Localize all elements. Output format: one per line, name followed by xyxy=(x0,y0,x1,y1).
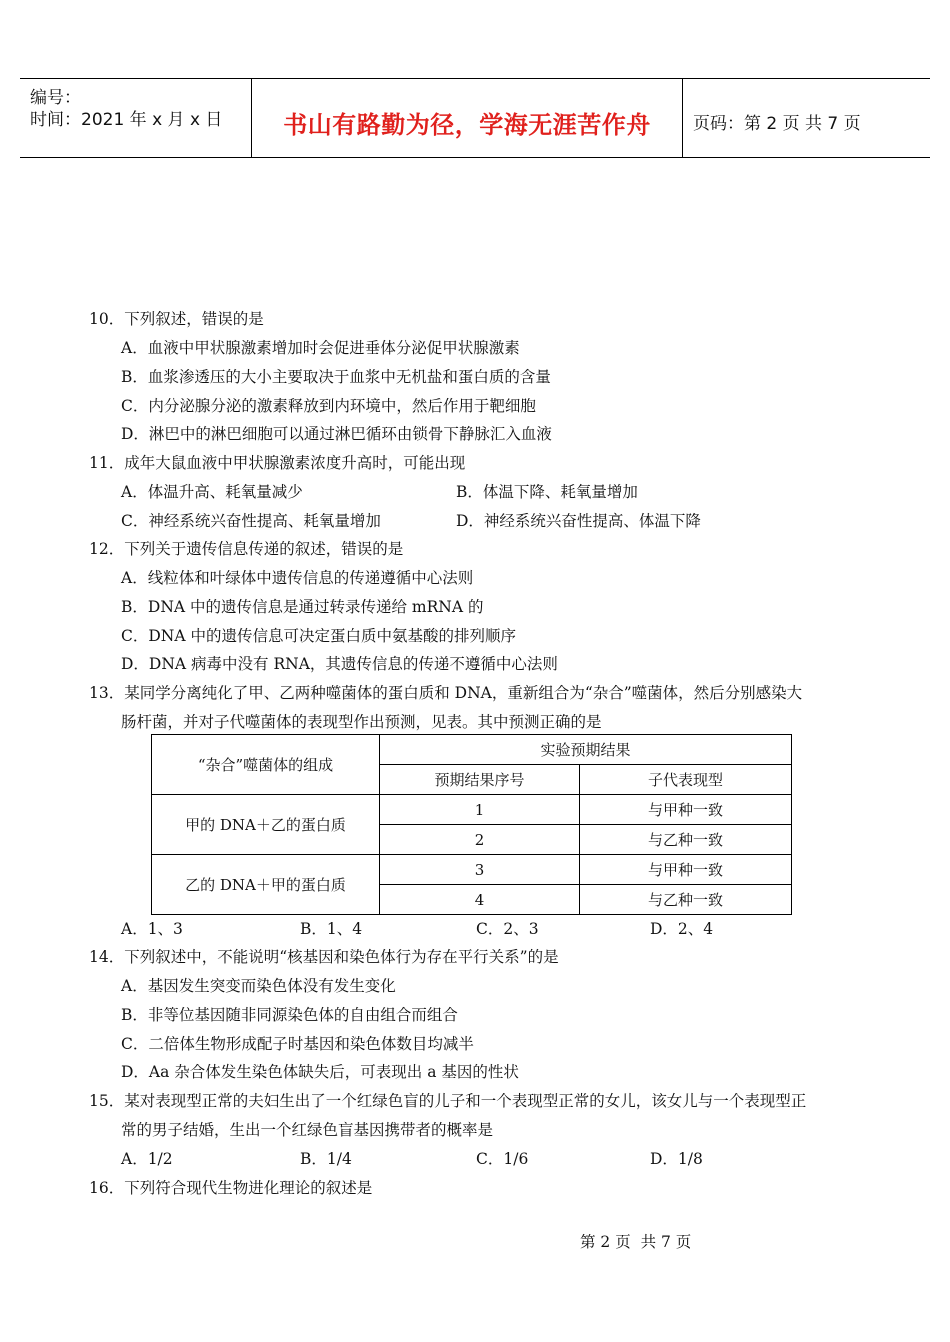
table-cell-phenotype: 与甲种一致 xyxy=(580,795,792,825)
question-10-option-b: B．血浆渗透压的大小主要取决于血浆中无机盐和蛋白质的含量 xyxy=(121,368,551,386)
table-cell-number: 3 xyxy=(380,855,580,885)
question-14-option-a: A．基因发生突变而染色体没有发生变化 xyxy=(121,977,396,995)
question-13-stem-line1: 13．某同学分离纯化了甲、乙两种噬菌体的蛋白质和 DNA，重新组合为“杂合”噬菌体，然后分别感染大 xyxy=(89,684,803,702)
question-15-option-c: C．1/6 xyxy=(476,1150,529,1168)
table-cell-phenotype: 与甲种一致 xyxy=(580,855,792,885)
table-row xyxy=(152,795,792,825)
question-12-stem: 12．下列关于遗传信息传递的叙述，错误的是 xyxy=(89,540,404,558)
question-10-option-c: C．内分泌腺分泌的激素释放到内环境中，然后作用于靶细胞 xyxy=(121,397,536,415)
table-cell-number: 4 xyxy=(380,885,580,915)
page-info: 页码：第 2 页 共 7 页 xyxy=(693,114,861,134)
question-14-stem: 14．下列叙述中，不能说明“核基因和染色体行为存在平行关系”的是 xyxy=(89,948,559,966)
question-10-option-a: A．血液中甲状腺激素增加时会促进垂体分泌促甲状腺激素 xyxy=(121,339,520,357)
question-14-option-d: D．Aa 杂合体发生染色体缺失后，可表现出 a 基因的性状 xyxy=(121,1063,519,1081)
question-10-option-d: D．淋巴中的淋巴细胞可以通过淋巴循环由锁骨下静脉汇入血液 xyxy=(121,425,552,443)
question-11-option-b: B．体温下降、耗氧量增加 xyxy=(456,483,638,501)
table-row xyxy=(152,855,792,885)
table-cell-phenotype: 与乙种一致 xyxy=(580,885,792,915)
question-15-stem-line2: 常的男子结婚，生出一个红绿色盲基因携带者的概率是 xyxy=(121,1121,494,1139)
serial-label: 编号： xyxy=(30,88,81,108)
question-13-stem-line2: 肠杆菌，并对子代噬菌体的表现型作出预测，见表。其中预测正确的是 xyxy=(121,713,602,731)
question-11-stem: 11．成年大鼠血液中甲状腺激素浓度升高时，可能出现 xyxy=(89,454,466,472)
question-12-option-a: A．线粒体和叶绿体中遗传信息的传递遵循中心法则 xyxy=(121,569,474,587)
question-12-option-c: C．DNA 中的遗传信息可决定蛋白质中氨基酸的排列顺序 xyxy=(121,627,516,645)
question-13-option-c: C．2、3 xyxy=(476,920,539,938)
question-16-stem: 16．下列符合现代生物进化理论的叙述是 xyxy=(89,1179,373,1197)
table-cell-number: 2 xyxy=(380,825,580,855)
table-header-result-number: 预期结果序号 xyxy=(380,765,580,795)
table-header-composition: “杂合”噬菌体的组成 xyxy=(152,735,380,795)
question-13-option-a: A．1、3 xyxy=(121,920,183,938)
question-13-option-b: B．1、4 xyxy=(300,920,363,938)
header-center-cell xyxy=(252,79,683,157)
question-15-option-a: A．1/2 xyxy=(121,1150,173,1168)
header-left-cell xyxy=(20,79,252,157)
question-12-option-b: B．DNA 中的遗传信息是通过转录传递给 mRNA 的 xyxy=(121,598,484,616)
question-11-option-c: C．神经系统兴奋性提高、耗氧量增加 xyxy=(121,512,381,530)
question-11-option-d: D．神经系统兴奋性提高、体温下降 xyxy=(456,512,701,530)
question-11-option-a: A．体温升高、耗氧量减少 xyxy=(121,483,303,501)
header-right-cell xyxy=(683,79,930,157)
motto: 书山有路勤为径，学海无涯苦作舟 xyxy=(283,111,651,139)
table-cell-number: 1 xyxy=(380,795,580,825)
table-cell-combo-2: 乙的 DNA＋甲的蛋白质 xyxy=(152,855,380,915)
table-cell-combo-1: 甲的 DNA＋乙的蛋白质 xyxy=(152,795,380,855)
table-header-phenotype: 子代表现型 xyxy=(580,765,792,795)
table-header-expected-results: 实验预期结果 xyxy=(380,735,792,765)
question-10-stem: 10．下列叙述，错误的是 xyxy=(89,310,264,328)
table-cell-phenotype: 与乙种一致 xyxy=(580,825,792,855)
page-header xyxy=(20,78,930,158)
question-14-option-c: C．二倍体生物形成配子时基因和染色体数目均减半 xyxy=(121,1035,474,1053)
date-label: 时间：2021 年 x 月 x 日 xyxy=(30,110,223,130)
question-12-option-d: D．DNA 病毒中没有 RNA，其遗传信息的传递不遵循中心法则 xyxy=(121,655,558,673)
question-13-option-d: D．2、4 xyxy=(650,920,714,938)
question-15-option-b: B．1/4 xyxy=(300,1150,352,1168)
page-footer: 第 2 页 共 7 页 xyxy=(580,1233,692,1251)
experiment-table xyxy=(151,734,792,915)
question-15-stem-line1: 15．某对表现型正常的夫妇生出了一个红绿色盲的儿子和一个表现型正常的女儿，该女儿与一个表现型正 xyxy=(89,1092,807,1110)
question-15-option-d: D．1/8 xyxy=(650,1150,703,1168)
question-14-option-b: B．非等位基因随非同源染色体的自由组合而组合 xyxy=(121,1006,458,1024)
